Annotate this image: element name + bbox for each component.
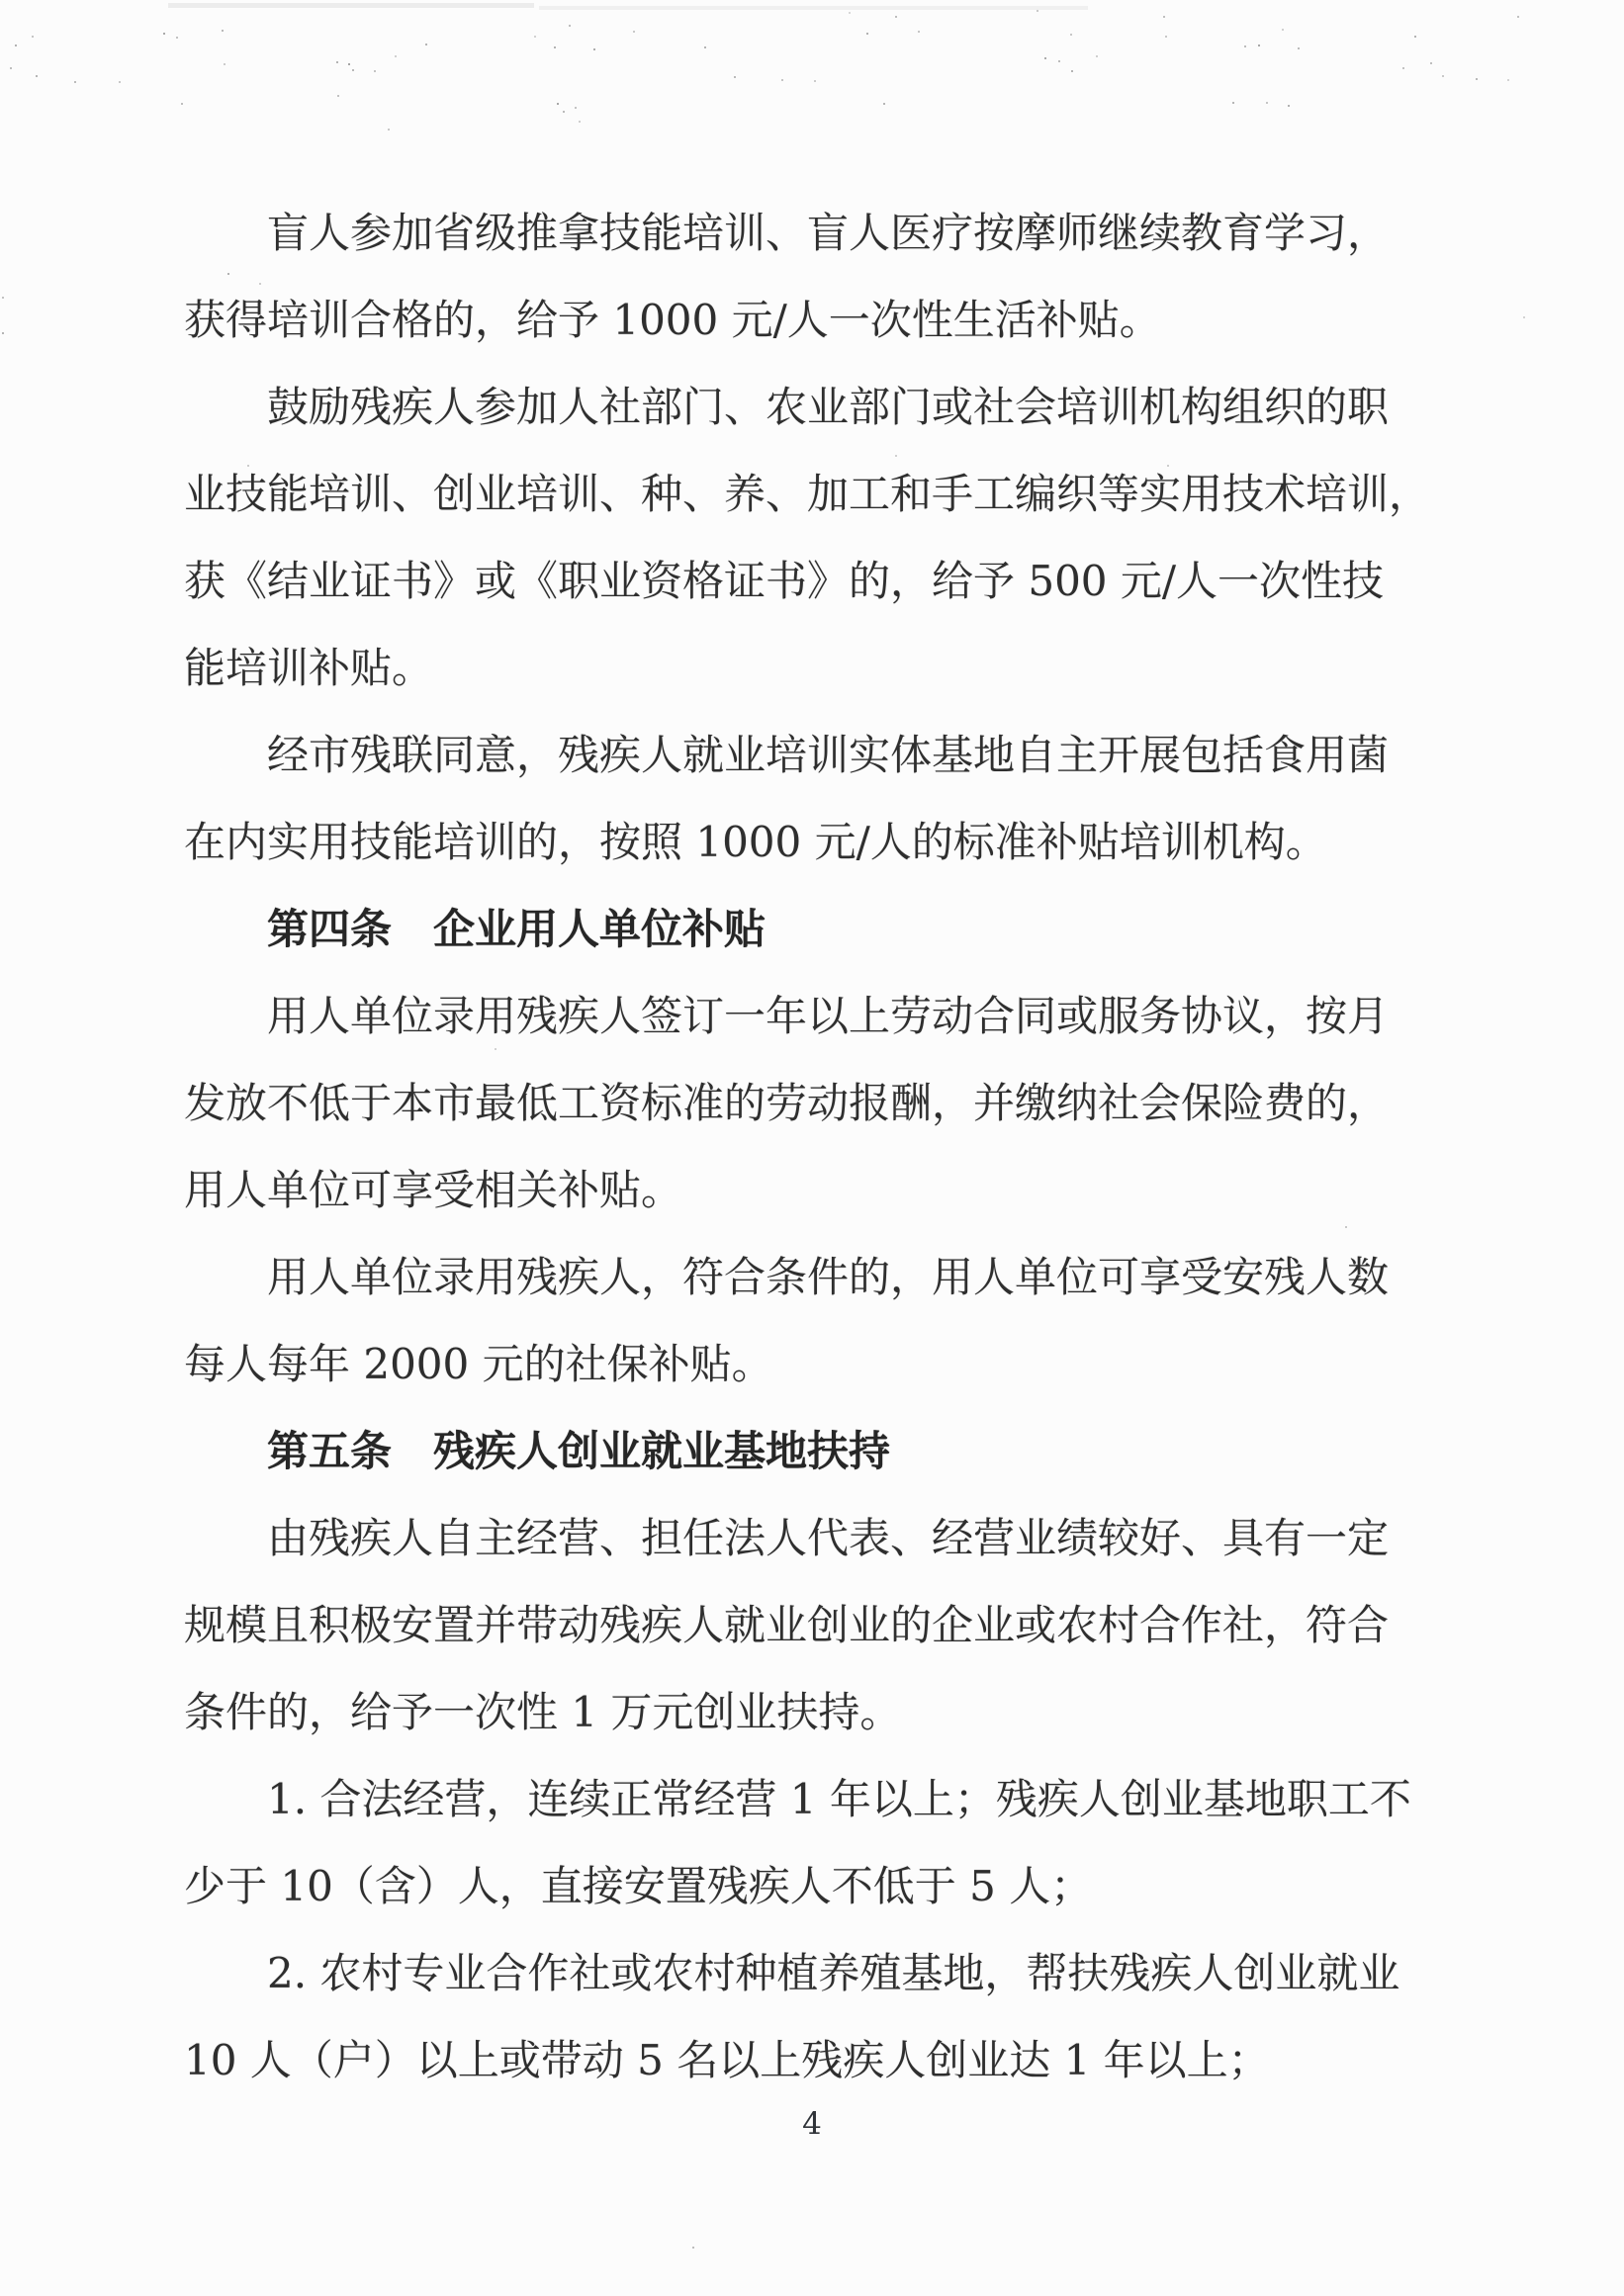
text-line: 每人每年 2000 元的社保补贴。 bbox=[184, 1340, 773, 1388]
scan-noise-specks bbox=[0, 0, 2, 2]
text-line: 在内实用技能培训的，按照 1000 元/人的标准补贴培训机构。 bbox=[184, 818, 1327, 866]
page-number: 4 bbox=[802, 2106, 822, 2142]
section-heading-article-4: 第四条 企业用人单位补贴 bbox=[267, 905, 767, 953]
scan-edge-band bbox=[539, 6, 1088, 10]
text-line: 获得培训合格的，给予 1000 元/人一次性生活补贴。 bbox=[184, 296, 1161, 344]
text-line: 盲人参加省级推拿技能培训、盲人医疗按摩师继续教育学习， bbox=[267, 209, 1390, 257]
text-line: 用人单位录用残疾人，符合条件的，用人单位可享受安残人数 bbox=[267, 1253, 1390, 1301]
section-heading-article-5: 第五条 残疾人创业就业基地扶持 bbox=[267, 1427, 891, 1475]
text-line: 10 人（户）以上或带动 5 名以上残疾人创业达 1 年以上； bbox=[184, 2036, 1270, 2084]
document-text bbox=[184, 190, 1431, 2104]
text-line: 1. 合法经营，连续正常经营 1 年以上；残疾人创业基地职工不 bbox=[267, 1775, 1411, 1823]
text-line: 由残疾人自主经营、担任法人代表、经营业绩较好、具有一定 bbox=[267, 1514, 1390, 1562]
text-line: 用人单位录用残疾人签订一年以上劳动合同或服务协议，按月 bbox=[267, 992, 1390, 1040]
text-line: 用人单位可享受相关补贴。 bbox=[184, 1166, 683, 1214]
text-line: 能培训补贴。 bbox=[184, 644, 434, 692]
text-line: 2. 农村专业合作社或农村种植养殖基地，帮扶残疾人创业就业 bbox=[267, 1949, 1400, 1997]
text-line: 获《结业证书》或《职业资格证书》的，给予 500 元/人一次性技 bbox=[184, 557, 1385, 605]
text-line: 鼓励残疾人参加人社部门、农业部门或社会培训机构组织的职 bbox=[267, 383, 1390, 431]
text-line: 条件的，给予一次性 1 万元创业扶持。 bbox=[184, 1688, 902, 1736]
text-line: 发放不低于本市最低工资标准的劳动报酬，并缴纳社会保险费的， bbox=[184, 1079, 1390, 1127]
text-line: 少于 10（含）人，直接安置残疾人不低于 5 人； bbox=[184, 1862, 1093, 1910]
scan-edge-band bbox=[168, 3, 534, 8]
text-line: 规模且积极安置并带动残疾人就业创业的企业或农村合作社，符合 bbox=[184, 1601, 1390, 1649]
text-line: 经市残联同意，残疾人就业培训实体基地自主开展包括食用菌 bbox=[267, 731, 1390, 779]
text-line: 业技能培训、创业培训、种、养、加工和手工编织等实用技术培训， bbox=[184, 470, 1431, 518]
